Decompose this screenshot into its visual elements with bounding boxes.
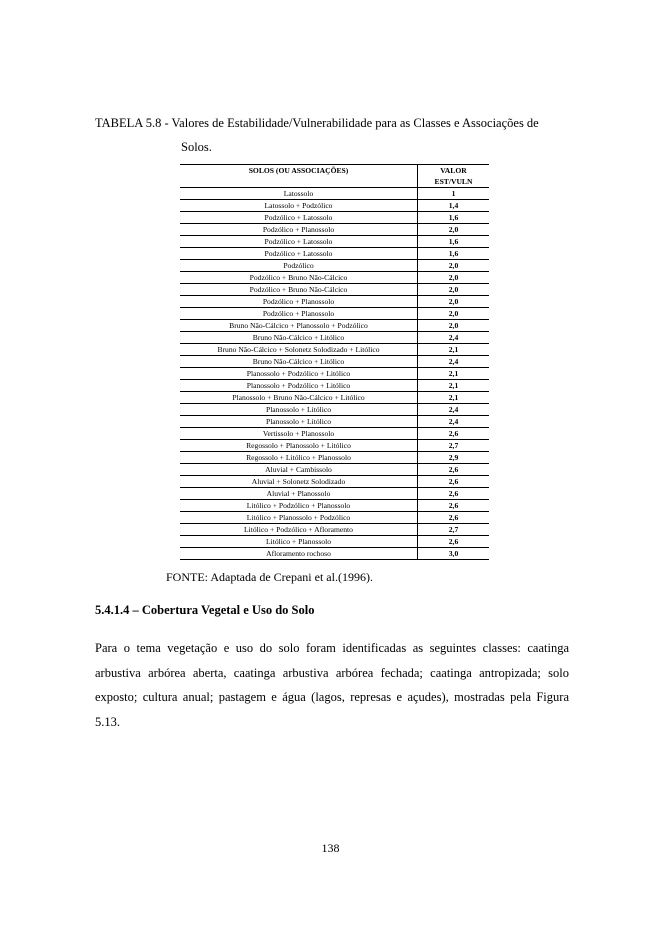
table-row xyxy=(180,428,489,440)
cell-solo: Bruno Não-Cálcico + Litólico xyxy=(180,356,418,368)
cell-solo: Aluvial + Planossolo xyxy=(180,488,418,500)
soil-stability-table xyxy=(180,164,489,560)
table-row xyxy=(180,188,489,200)
cell-valor: 2,0 xyxy=(418,224,490,236)
cell-solo: Planossolo + Bruno Não-Cálcico + Litólico xyxy=(180,392,418,404)
cell-solo: Latossolo + Podzólico xyxy=(180,200,418,212)
cell-valor: 2,9 xyxy=(418,452,490,464)
cell-valor: 2,1 xyxy=(418,380,490,392)
table-row xyxy=(180,392,489,404)
table-caption-line-1: TABELA 5.8 - Valores de Estabilidade/Vulnerabilidade para as Classes e Associações de xyxy=(95,116,539,130)
cell-valor: 2,0 xyxy=(418,260,490,272)
cell-solo: Litólico + Podzólico + Afloramento xyxy=(180,524,418,536)
table-row xyxy=(180,248,489,260)
table-row xyxy=(180,536,489,548)
cell-valor: 2,1 xyxy=(418,392,490,404)
table-row xyxy=(180,200,489,212)
cell-valor: 2,1 xyxy=(418,344,490,356)
cell-solo: Podzólico xyxy=(180,260,418,272)
cell-solo: Litólico + Planossolo + Podzólico xyxy=(180,512,418,524)
table-caption xyxy=(95,111,569,159)
table-row xyxy=(180,356,489,368)
cell-solo: Bruno Não-Cálcico + Litólico xyxy=(180,332,418,344)
table-body xyxy=(180,188,489,560)
cell-solo: Podzólico + Bruno Não-Cálcico xyxy=(180,284,418,296)
table-row xyxy=(180,380,489,392)
table-row xyxy=(180,332,489,344)
cell-valor: 1 xyxy=(418,188,490,200)
page-number: 138 xyxy=(321,841,340,855)
table-caption-line-2: Solos. xyxy=(181,140,212,154)
cell-valor: 2,4 xyxy=(418,356,490,368)
table-row xyxy=(180,404,489,416)
cell-valor: 2,0 xyxy=(418,284,490,296)
table-row xyxy=(180,416,489,428)
cell-solo: Litólico + Podzólico + Planossolo xyxy=(180,500,418,512)
table-row xyxy=(180,296,489,308)
cell-valor: 1,4 xyxy=(418,200,490,212)
cell-solo: Podzólico + Latossolo xyxy=(180,248,418,260)
table-row xyxy=(180,308,489,320)
table-row xyxy=(180,344,489,356)
header-valor xyxy=(418,165,490,188)
cell-valor: 2,1 xyxy=(418,368,490,380)
cell-solo: Aluvial + Cambissolo xyxy=(180,464,418,476)
body-paragraph: Para o tema vegetação e uso do solo foram identificadas as seguintes classes: caatinga arbustiva arbórea aberta, caatinga arbustiva arbórea fechada; caatinga antropizada; solo exposto; cultura anual; pastagem e água (lagos, represas e açudes), mostradas pela Figura 5.13. xyxy=(95,641,569,729)
table-row xyxy=(180,548,489,560)
cell-solo: Planossolo + Litólico xyxy=(180,404,418,416)
cell-valor: 1,6 xyxy=(418,248,490,260)
section-title: 5.4.1.4 – Cobertura Vegetal e Uso do Solo xyxy=(95,603,315,617)
cell-solo: Podzólico + Latossolo xyxy=(180,212,418,224)
cell-solo: Planossolo + Podzólico + Litólico xyxy=(180,368,418,380)
table-row xyxy=(180,260,489,272)
cell-valor: 2,6 xyxy=(418,536,490,548)
cell-valor: 2,4 xyxy=(418,416,490,428)
cell-solo: Bruno Não-Cálcico + Solonetz Solodizado + Litólico xyxy=(180,344,418,356)
header-solos: SOLOS (OU ASSOCIAÇÕES) xyxy=(180,165,418,188)
table-row xyxy=(180,320,489,332)
header-valor-line-1: VALOR xyxy=(440,166,467,175)
cell-solo: Podzólico + Latossolo xyxy=(180,236,418,248)
cell-solo: Litólico + Planossolo xyxy=(180,536,418,548)
cell-valor: 2,6 xyxy=(418,476,490,488)
cell-solo: Aluvial + Solonetz Solodizado xyxy=(180,476,418,488)
cell-valor: 3,0 xyxy=(418,548,490,560)
cell-valor: 2,6 xyxy=(418,512,490,524)
table-row xyxy=(180,512,489,524)
cell-valor: 2,6 xyxy=(418,488,490,500)
table-row xyxy=(180,368,489,380)
cell-valor: 1,6 xyxy=(418,236,490,248)
cell-valor: 2,6 xyxy=(418,500,490,512)
cell-solo: Podzólico + Planossolo xyxy=(180,224,418,236)
cell-valor: 2,6 xyxy=(418,464,490,476)
cell-valor: 2,0 xyxy=(418,308,490,320)
table-row xyxy=(180,452,489,464)
cell-solo: Latossolo xyxy=(180,188,418,200)
cell-solo: Bruno Não-Cálcico + Planossolo + Podzólico xyxy=(180,320,418,332)
table-row xyxy=(180,524,489,536)
table-row xyxy=(180,236,489,248)
cell-solo: Podzólico + Planossolo xyxy=(180,308,418,320)
cell-valor: 2,4 xyxy=(418,332,490,344)
cell-solo: Afloramento rochoso xyxy=(180,548,418,560)
cell-solo: Regossolo + Planossolo + Litólico xyxy=(180,440,418,452)
table-source: FONTE: Adaptada de Crepani et al.(1996). xyxy=(166,570,373,584)
cell-valor: 2,0 xyxy=(418,320,490,332)
cell-valor: 2,0 xyxy=(418,272,490,284)
cell-valor: 2,6 xyxy=(418,428,490,440)
cell-valor: 1,6 xyxy=(418,212,490,224)
table-row xyxy=(180,284,489,296)
table-row xyxy=(180,224,489,236)
table-row xyxy=(180,212,489,224)
cell-valor: 2,4 xyxy=(418,404,490,416)
cell-solo: Planossolo + Litólico xyxy=(180,416,418,428)
table-row xyxy=(180,272,489,284)
table-row xyxy=(180,440,489,452)
cell-solo: Podzólico + Bruno Não-Cálcico xyxy=(180,272,418,284)
table-row xyxy=(180,500,489,512)
cell-solo: Vertissolo + Planossolo xyxy=(180,428,418,440)
cell-solo: Regossolo + Litólico + Planossolo xyxy=(180,452,418,464)
cell-solo: Planossolo + Podzólico + Litólico xyxy=(180,380,418,392)
header-valor-line-2: EST/VULN xyxy=(434,177,473,186)
table-row xyxy=(180,476,489,488)
table-row xyxy=(180,464,489,476)
cell-solo: Podzólico + Planossolo xyxy=(180,296,418,308)
cell-valor: 2,0 xyxy=(418,296,490,308)
cell-valor: 2,7 xyxy=(418,440,490,452)
cell-valor: 2,7 xyxy=(418,524,490,536)
table-row xyxy=(180,488,489,500)
table-header-row xyxy=(180,165,489,188)
